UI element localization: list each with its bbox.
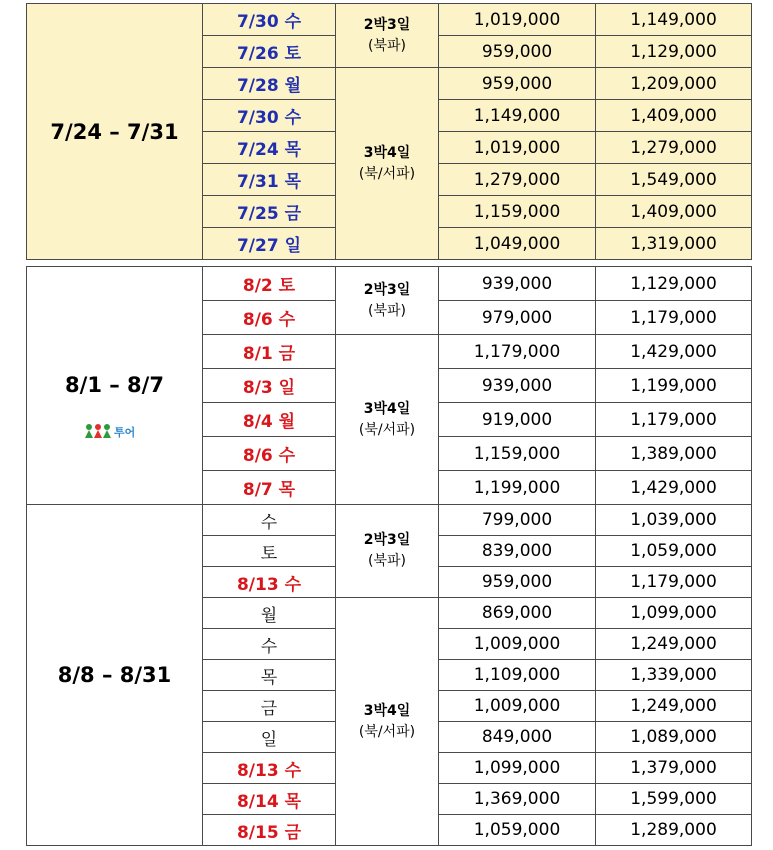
period-cell: 8/8 – 8/31 — [27, 505, 203, 846]
price-child: 1,209,000 — [596, 68, 752, 100]
price-adult: 959,000 — [439, 567, 596, 598]
price-adult: 1,279,000 — [439, 164, 596, 196]
duration-route: (북/서파) — [358, 421, 416, 438]
duration-route: (북파) — [368, 553, 406, 569]
departure-day: 8/3 일 — [203, 369, 336, 403]
departure-day: 7/31 목 — [203, 164, 336, 196]
departure-day: 금 — [203, 691, 336, 722]
departure-day: 8/13 수 — [203, 753, 336, 784]
price-adult: 1,199,000 — [439, 471, 596, 505]
period-cell: 7/24 – 7/31 — [27, 4, 203, 260]
yuyu-tour-logo — [84, 423, 146, 439]
table-row — [27, 4, 752, 36]
price-adult: 849,000 — [439, 722, 596, 753]
price-adult: 839,000 — [439, 536, 596, 567]
duration-route: (북파) — [368, 37, 406, 54]
departure-day: 8/4 월 — [203, 403, 336, 437]
period-label: 8/1 – 8/7 — [65, 372, 164, 397]
price-adult: 939,000 — [439, 267, 596, 301]
duration-cell — [336, 267, 439, 335]
duration-route: (북파) — [368, 302, 406, 319]
departure-day: 8/6 수 — [203, 301, 336, 335]
price-child: 1,549,000 — [596, 164, 752, 196]
price-child: 1,409,000 — [596, 196, 752, 228]
price-adult: 1,179,000 — [439, 335, 596, 369]
price-child: 1,249,000 — [596, 691, 752, 722]
price-child: 1,279,000 — [596, 132, 752, 164]
departure-day: 7/27 일 — [203, 228, 336, 260]
departure-day: 월 — [203, 598, 336, 629]
departure-day: 7/30 수 — [203, 4, 336, 36]
departure-day: 일 — [203, 722, 336, 753]
price-adult: 1,019,000 — [439, 4, 596, 36]
price-child: 1,249,000 — [596, 629, 752, 660]
duration-nights: 3박4일 — [363, 400, 411, 417]
duration-nights: 2박3일 — [363, 16, 411, 33]
duration-cell — [336, 4, 439, 68]
price-adult: 1,159,000 — [439, 437, 596, 471]
departure-day: 8/15 금 — [203, 815, 336, 846]
duration-nights: 2박3일 — [363, 532, 411, 548]
price-adult: 1,369,000 — [439, 784, 596, 815]
departure-day: 8/6 수 — [203, 437, 336, 471]
price-adult: 1,109,000 — [439, 660, 596, 691]
departure-day: 8/14 목 — [203, 784, 336, 815]
price-adult: 1,009,000 — [439, 629, 596, 660]
price-child: 1,389,000 — [596, 437, 752, 471]
departure-day: 8/13 수 — [203, 567, 336, 598]
price-child: 1,129,000 — [596, 36, 752, 68]
price-child: 1,059,000 — [596, 536, 752, 567]
price-adult: 869,000 — [439, 598, 596, 629]
duration-nights: 2박3일 — [363, 281, 411, 298]
price-child: 1,129,000 — [596, 267, 752, 301]
price-child: 1,089,000 — [596, 722, 752, 753]
price-adult: 1,099,000 — [439, 753, 596, 784]
price-adult: 959,000 — [439, 36, 596, 68]
price-adult: 979,000 — [439, 301, 596, 335]
table-row — [27, 505, 752, 536]
departure-day: 토 — [203, 536, 336, 567]
departure-day: 8/7 목 — [203, 471, 336, 505]
price-adult: 799,000 — [439, 505, 596, 536]
duration-nights: 3박4일 — [363, 702, 411, 719]
logo-figures-icon — [85, 424, 111, 438]
departure-day: 수 — [203, 629, 336, 660]
departure-day: 7/28 월 — [203, 68, 336, 100]
departure-day: 8/1 금 — [203, 335, 336, 369]
duration-cell — [336, 335, 439, 505]
departure-day: 7/25 금 — [203, 196, 336, 228]
price-table-july — [26, 3, 752, 260]
price-child: 1,179,000 — [596, 301, 752, 335]
duration-nights: 3박4일 — [363, 144, 411, 161]
departure-day: 목 — [203, 660, 336, 691]
price-child: 1,379,000 — [596, 753, 752, 784]
departure-day: 수 — [203, 505, 336, 536]
price-adult: 939,000 — [439, 369, 596, 403]
duration-cell — [336, 505, 439, 598]
price-child: 1,179,000 — [596, 567, 752, 598]
price-child: 1,429,000 — [596, 471, 752, 505]
price-child: 1,179,000 — [596, 403, 752, 437]
departure-day: 7/30 수 — [203, 100, 336, 132]
price-child: 1,149,000 — [596, 4, 752, 36]
departure-day: 7/24 목 — [203, 132, 336, 164]
price-adult: 1,059,000 — [439, 815, 596, 846]
departure-day: 8/2 토 — [203, 267, 336, 301]
departure-day: 7/26 토 — [203, 36, 336, 68]
svg-text:투어: 투어 — [113, 425, 135, 439]
price-adult: 1,019,000 — [439, 132, 596, 164]
price-child: 1,199,000 — [596, 369, 752, 403]
price-child: 1,039,000 — [596, 505, 752, 536]
price-adult: 919,000 — [439, 403, 596, 437]
price-adult: 1,009,000 — [439, 691, 596, 722]
table-row — [27, 267, 752, 301]
duration-cell — [336, 68, 439, 260]
price-child: 1,599,000 — [596, 784, 752, 815]
price-adult: 1,159,000 — [439, 196, 596, 228]
duration-cell — [336, 598, 439, 846]
duration-route: (북/서파) — [358, 165, 416, 182]
duration-route: (북/서파) — [358, 723, 416, 740]
price-adult: 959,000 — [439, 68, 596, 100]
period-cell — [27, 267, 203, 505]
price-adult: 1,149,000 — [439, 100, 596, 132]
price-adult: 1,049,000 — [439, 228, 596, 260]
price-child: 1,099,000 — [596, 598, 752, 629]
price-child: 1,409,000 — [596, 100, 752, 132]
price-child: 1,289,000 — [596, 815, 752, 846]
price-table-august — [26, 266, 752, 846]
price-child: 1,429,000 — [596, 335, 752, 369]
price-child: 1,339,000 — [596, 660, 752, 691]
price-child: 1,319,000 — [596, 228, 752, 260]
